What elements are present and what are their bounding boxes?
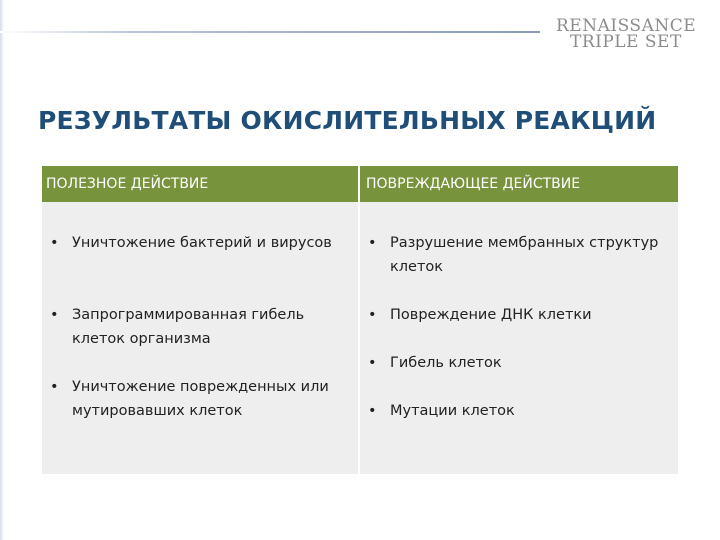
bullet-icon: •: [50, 235, 59, 251]
header-rule: [0, 31, 540, 33]
list-item-text: Разрушение мембранных структур клеток: [390, 235, 659, 275]
bullet-icon: •: [50, 307, 59, 323]
list-item-text: Уничтожение поврежденных или мутировавших клеток: [72, 379, 329, 419]
bullet-icon: •: [50, 379, 59, 395]
list-item: [42, 231, 342, 255]
list-item: [360, 303, 660, 327]
brand-line-2: TRIPLE SET: [570, 32, 682, 52]
list-item: [42, 375, 342, 423]
list-item-text: Запрограммированная гибель клеток организма: [72, 307, 305, 347]
header-beneficial: ПОЛЕЗНОЕ ДЕЙСТВИЕ: [42, 166, 358, 202]
list-item-text: Гибель клеток: [390, 355, 502, 371]
list-item: [360, 231, 660, 279]
list-item-text: Повреждение ДНК клетки: [390, 307, 592, 323]
list-item-text: Мутации клеток: [390, 403, 515, 419]
bullet-icon: •: [368, 235, 377, 251]
list-item: [360, 399, 660, 423]
list-item-text: Уничтожение бактерий и вирусов: [72, 235, 332, 251]
bullet-icon: •: [368, 403, 377, 419]
slide-left-edge: [0, 0, 4, 540]
brand-logo: [556, 18, 696, 50]
brand-line-1: RENAISSANCE: [556, 16, 697, 36]
list-item: [360, 351, 660, 375]
comparison-table: [42, 166, 678, 474]
slide-title: РЕЗУЛЬТАТЫ ОКИСЛИТЕЛЬНЫХ РЕАКЦИЙ: [38, 106, 657, 135]
list-item: [42, 303, 342, 351]
beneficial-cell: [42, 202, 358, 474]
damaging-cell: [360, 202, 678, 474]
header-damaging: ПОВРЕЖДАЮЩЕЕ ДЕЙСТВИЕ: [360, 166, 678, 202]
bullet-icon: •: [368, 307, 377, 323]
bullet-icon: •: [368, 355, 377, 371]
